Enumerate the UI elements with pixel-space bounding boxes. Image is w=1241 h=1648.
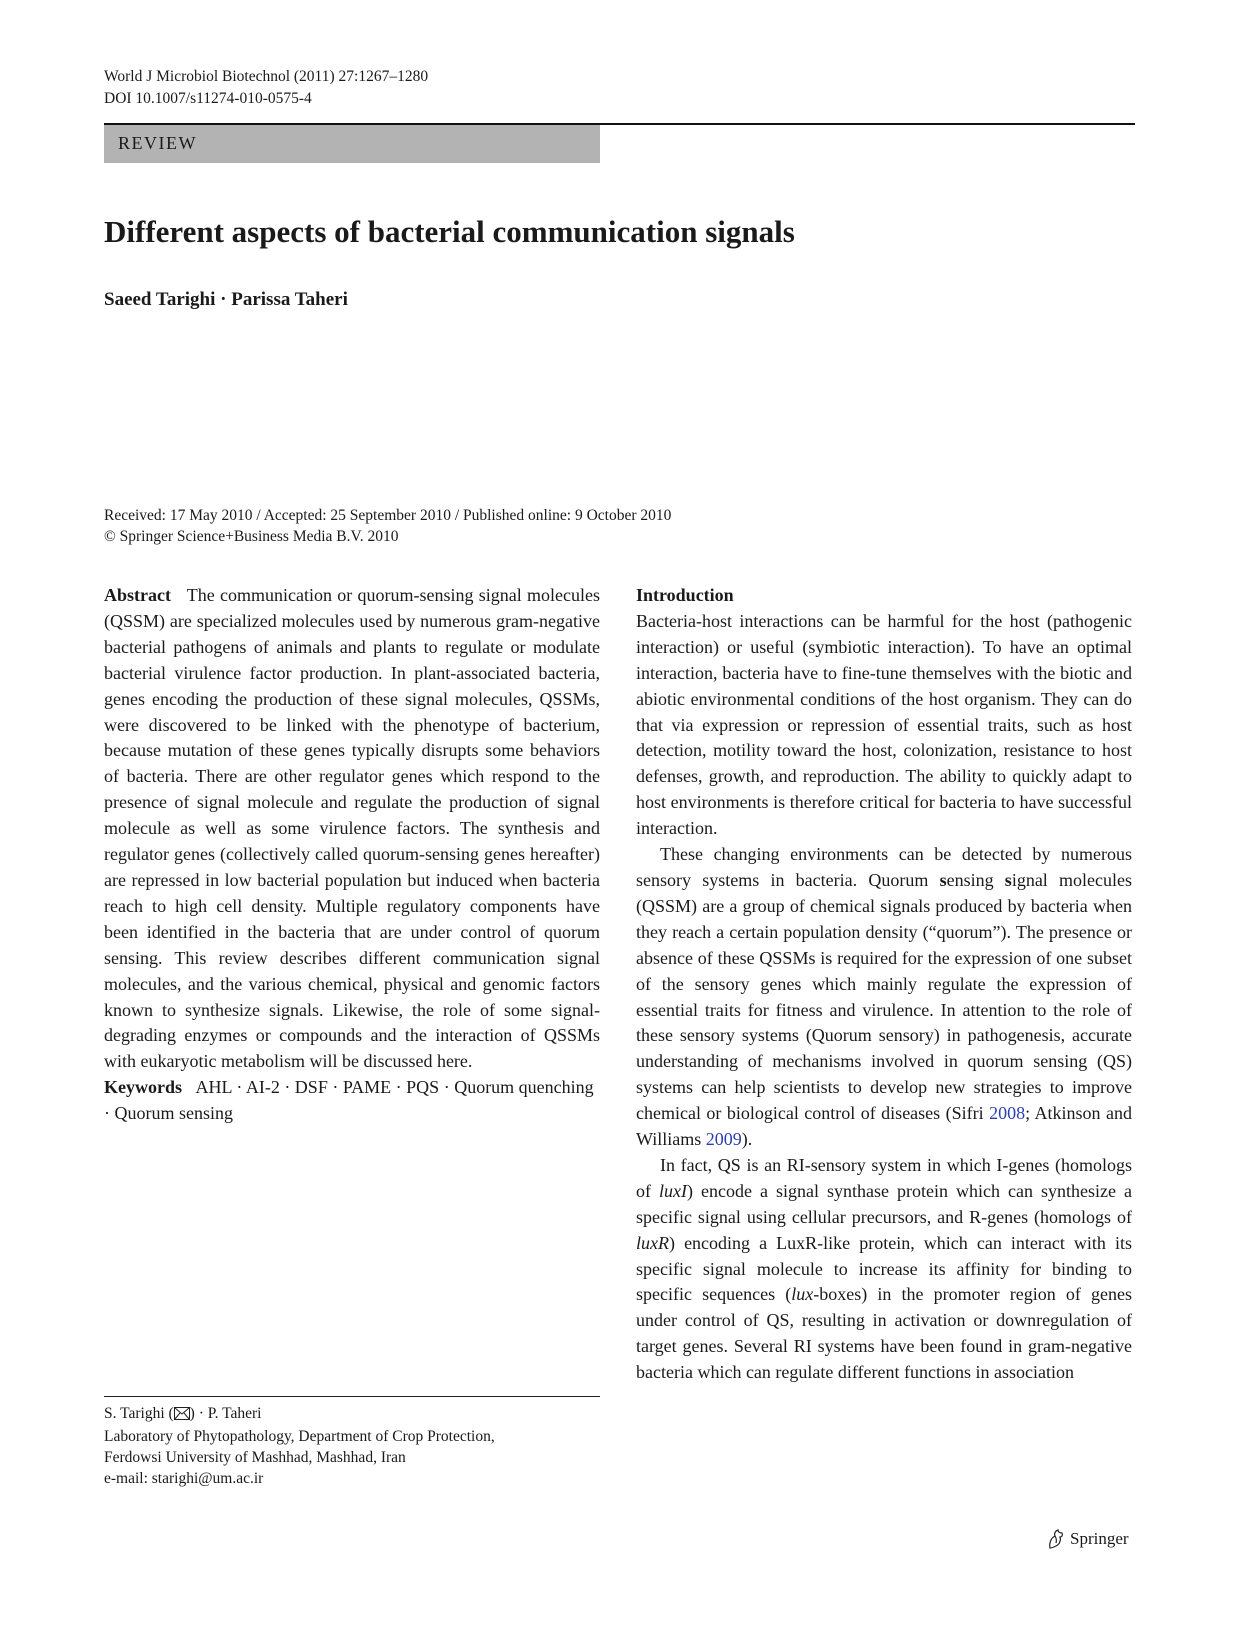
envelope-icon [174, 1405, 190, 1426]
date-history: Received: 17 May 2010 / Accepted: 25 September 2010 / Published online: 9 October 2010 [104, 507, 672, 524]
footnote-rule [104, 1396, 600, 1397]
intro-paragraph-2: These changing environments can be detected by numerous sensory systems in bacteria. Quorum sensing signal molecules (QSSM) are a group of chemical signals produced by bacteria when they reach a certain population density (“quorum”). The presence or absence of these QSSMs is required for the expression of one subset of the sensory genes which mainly regulate the expression of essential traits for fitness and virulence. In attention to the role of these sensory systems (Quorum sensory) in pathogenesis, accurate understanding of mechanisms involved in quorum sensing (QS) systems can help scientists to develop new strategies to improve chemical or biological control of diseases (Sifri 2008; Atkinson and Williams 2009). [636, 844, 1133, 1150]
footnote-author-1: S. Tarighi ( [104, 1405, 174, 1422]
copyright: © Springer Science+Business Media B.V. 2010 [104, 528, 399, 545]
article-type-label: REVIEW [118, 133, 197, 153]
intro-paragraph-1: Bacteria-host interactions can be harmful for the host (pathogenic interaction) or useful (symbiotic interaction). To have an optimal interaction, bacteria have to fine-tune themselves with the biotic and abiotic environmental conditions of the host organism. They can do that via expression or repression of essential traits, such as host detection, motility toward the host, colonization, resistance to host defenses, growth, and reproduction. The ability to quickly adapt to host environments is therefore critical for bacteria to have successful interaction. [636, 610, 1132, 839]
doi: DOI 10.1007/s11274-010-0575-4 [104, 90, 312, 107]
publisher-logo [1046, 1528, 1129, 1550]
right-column [636, 583, 1132, 1386]
intro-paragraph-3: In fact, QS is an RI-sensory system in which I-genes (homologs of luxI) encode a signal synthase protein which can synthesize a specific signal using cellular precursors, and R-genes (homologs of luxR) encoding a LuxR-like protein, which can interact with its specific signal molecule to increase its affinity for binding to specific sequences (lux-boxes) in the promoter region of genes under control of QS, resulting in activation or downregulation of target genes. Several RI systems have been found in gram-negative bacteria which can regulate different functions in association [636, 1154, 1132, 1383]
keywords-text: AHL · AI-2 · DSF · PAME · PQS · Quorum quenching · Quorum sensing [104, 1077, 594, 1124]
footnote-affiliation-2: Ferdowsi University of Mashhad, Mashhad, Iran [104, 1449, 406, 1466]
citation-link[interactable]: 2008 [989, 1103, 1026, 1124]
springer-horse-icon [1046, 1528, 1066, 1550]
footnote-author-2: ) · P. Taheri [189, 1405, 262, 1422]
abstract [104, 583, 600, 1075]
author-footnote [104, 1403, 600, 1489]
publisher-name: Springer [1070, 1529, 1129, 1548]
abstract-text: The communication or quorum-sensing signal molecules (QSSM) are specialized molecules used by numerous gram-negative bacterial pathogens of animals and plants to regulate or modulate bacterial virulence factor production. In plant-associated bacteria, genes encoding the production of these signal molecules, QSSMs, were discovered to be linked with the phenotype of bacterium, because mutation of these genes typically disrupts some behaviors of bacteria. There are other regulator genes which respond to the presence of signal molecule and regulate the production of signal molecule as well as some virulence factors. The synthesis and regulator genes (collectively called quorum-sensing genes hereafter) are repressed in low bacterial population but induced when bacteria reach to high cell density. Multiple regulatory components have been identified in the bacteria that are under control of quorum sensing. This review describes different communication signal molecules, and the various chemical, physical and genomic factors known to synthesize signals. Likewise, the role of some signal-degrading enzymes or compounds and the interaction of QSSMs with eukaryotic metabolism will be discussed here. [104, 585, 601, 1072]
footnote-authors [104, 1403, 600, 1426]
footnote-email: e-mail: starighi@um.ac.ir [104, 1470, 264, 1487]
journal-info [104, 66, 428, 110]
authors: Saeed Tarighi · Parissa Taheri [104, 289, 348, 310]
keywords [104, 1075, 600, 1127]
paper-title: Different aspects of bacterial communication signals [104, 214, 795, 249]
journal-citation: World J Microbiol Biotechnol (2011) 27:1267–1280 [104, 68, 429, 85]
footnote-affiliation-1: Laboratory of Phytopathology, Department of Crop Protection, [104, 1428, 495, 1445]
abstract-label: Abstract [104, 585, 171, 605]
section-heading-introduction: Introduction [636, 585, 734, 605]
left-column [104, 583, 600, 1127]
header-rule [104, 123, 1135, 125]
keywords-label: Keywords [104, 1077, 182, 1098]
citation-link[interactable]: 2009 [705, 1129, 742, 1150]
publication-dates [104, 505, 671, 547]
